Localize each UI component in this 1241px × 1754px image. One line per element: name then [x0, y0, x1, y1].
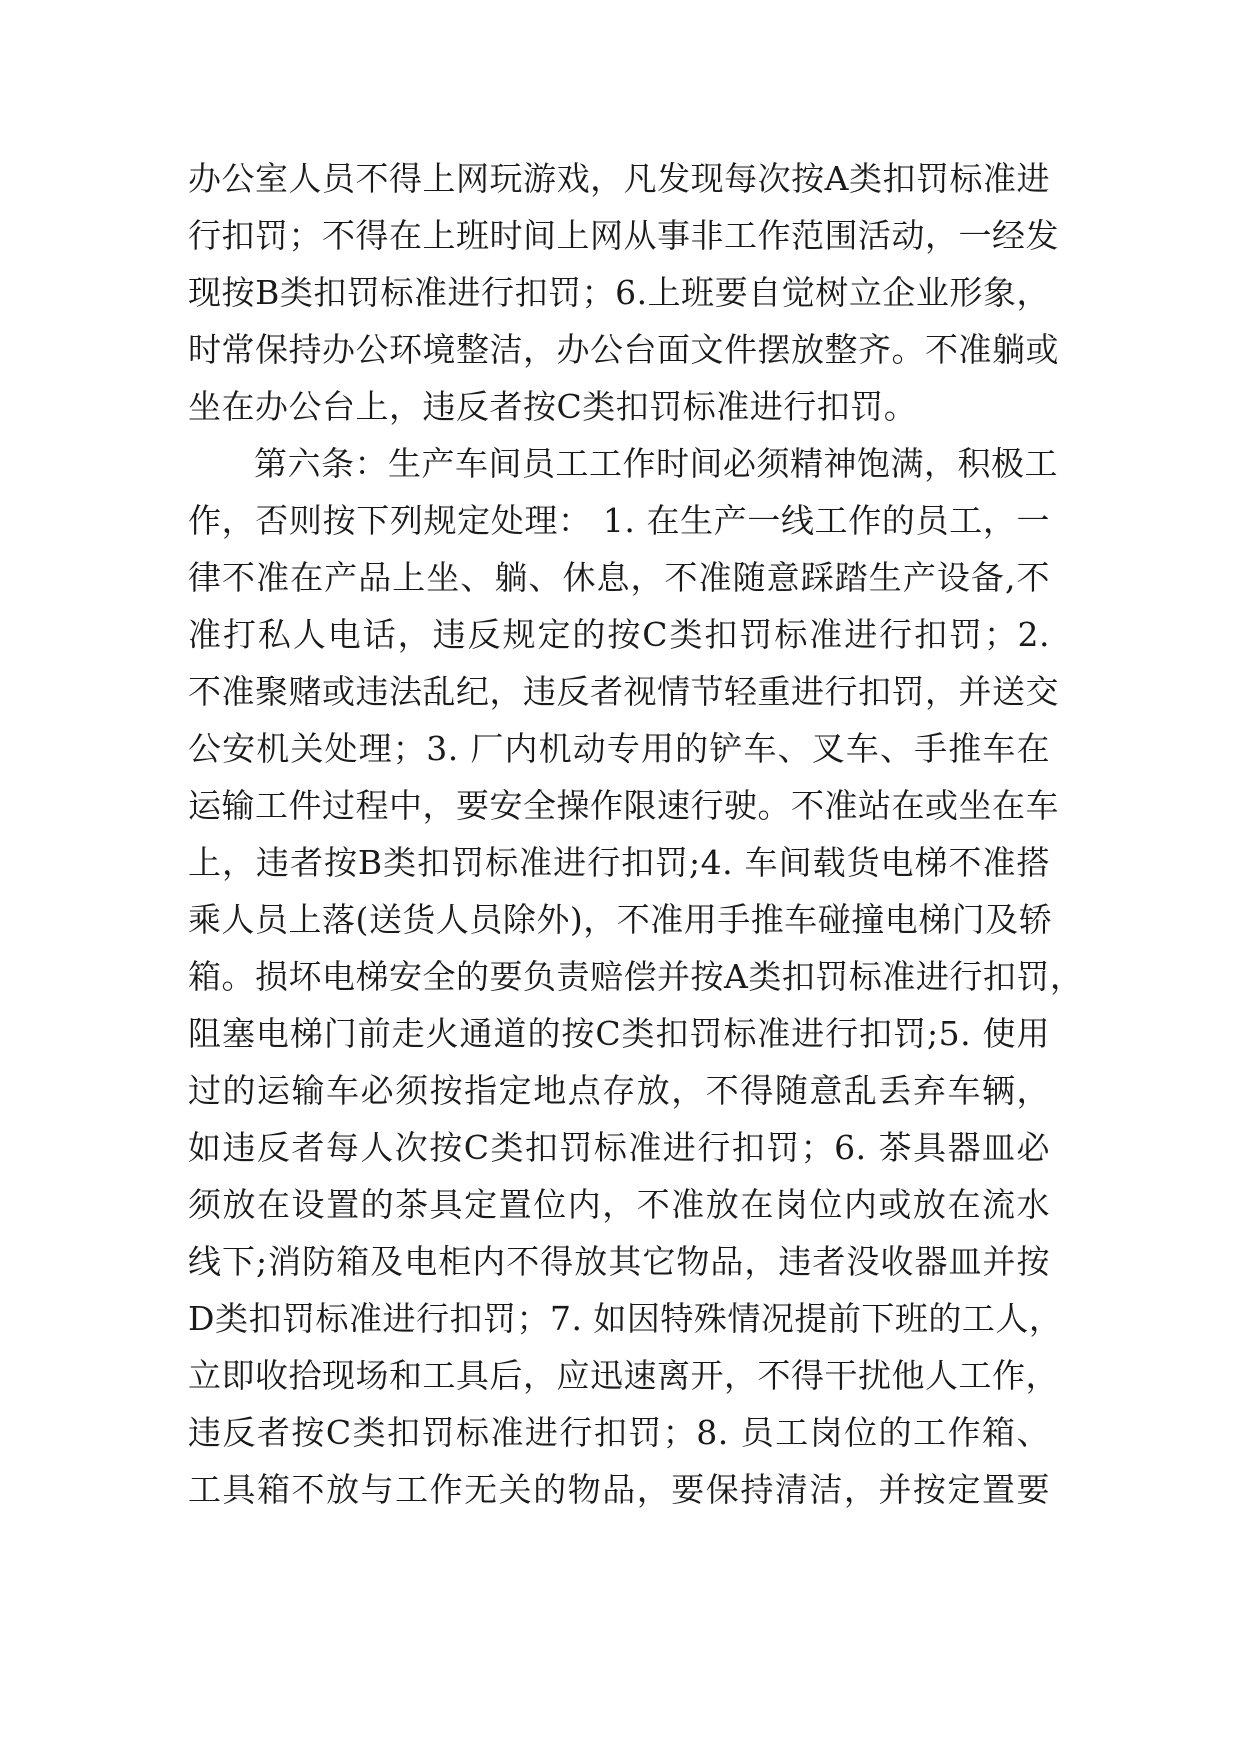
- text-line: 如违反者每人次按C类扣罚标准进行扣罚；6. 茶具器皿必: [188, 1128, 1050, 1167]
- text-line: 办公室人员不得上网玩游戏，凡发现每次按A类扣罚标准进: [188, 159, 1050, 198]
- text-line: 公安机关处理；3. 厂内机动专用的铲车、叉车、手推车在: [188, 729, 1050, 768]
- text-line: 行扣罚；不得在上班时间上网从事非工作范围活动，一经发: [188, 216, 1059, 255]
- document-body: [188, 150, 1084, 1518]
- text-line: 律不准在产品上坐、躺、休息，不准随意踩踏生产设备,不: [188, 558, 1050, 597]
- text-line: 作，否则按下列规定处理： 1. 在生产一线工作的员工，一: [188, 501, 1050, 540]
- text-line: 现按B类扣罚标准进行扣罚；6.上班要自觉树立企业形象，: [188, 273, 1050, 312]
- text-line: 须放在设置的茶具定置位内，不准放在岗位内或放在流水: [188, 1185, 1050, 1224]
- text-line: 工具箱不放与工作无关的物品，要保持清洁，并按定置要: [188, 1470, 1050, 1509]
- text-line: 运输工件过程中，要安全操作限速行驶。不准站在或坐在车: [188, 786, 1059, 825]
- text-line: 过的运输车必须按指定地点存放，不得随意乱丢弃车辆，: [188, 1071, 1050, 1110]
- text-line: D类扣罚标准进行扣罚；7. 如因特殊情况提前下班的工人，: [188, 1299, 1063, 1338]
- text-line: 违反者按C类扣罚标准进行扣罚；8. 员工岗位的工作箱、: [188, 1413, 1050, 1452]
- text-line: 箱。损坏电梯安全的要负责赔偿并按A类扣罚标准进行扣罚，: [188, 957, 1084, 996]
- text-line: 立即收拾现场和工具后，应迅速离开，不得干扰他人工作，: [188, 1356, 1059, 1395]
- text-line: 上，违者按B类扣罚标准进行扣罚;4. 车间载货电梯不准搭: [188, 843, 1050, 882]
- text-line: 阻塞电梯门前走火通道的按C类扣罚标准进行扣罚;5. 使用: [188, 1014, 1050, 1053]
- article-heading-line: 第六条：生产车间员工工作时间必须精神饱满，积极工: [254, 444, 1058, 483]
- text-line: 线下;消防箱及电柜内不得放其它物品，违者没收器皿并按: [188, 1242, 1050, 1281]
- text-line: 坐在办公台上，违反者按C类扣罚标准进行扣罚。: [188, 387, 918, 426]
- text-line: 不准聚赌或违法乱纪，违反者视情节轻重进行扣罚，并送交: [188, 672, 1059, 711]
- text-line: 准打私人电话，违反规定的按C类扣罚标准进行扣罚；2.: [188, 615, 1050, 654]
- text-line: 乘人员上落(送货人员除外)，不准用手推车碰撞电梯门及轿: [188, 900, 1053, 939]
- text-line: 时常保持办公环境整洁，办公台面文件摆放整齐。不准躺或: [188, 330, 1059, 369]
